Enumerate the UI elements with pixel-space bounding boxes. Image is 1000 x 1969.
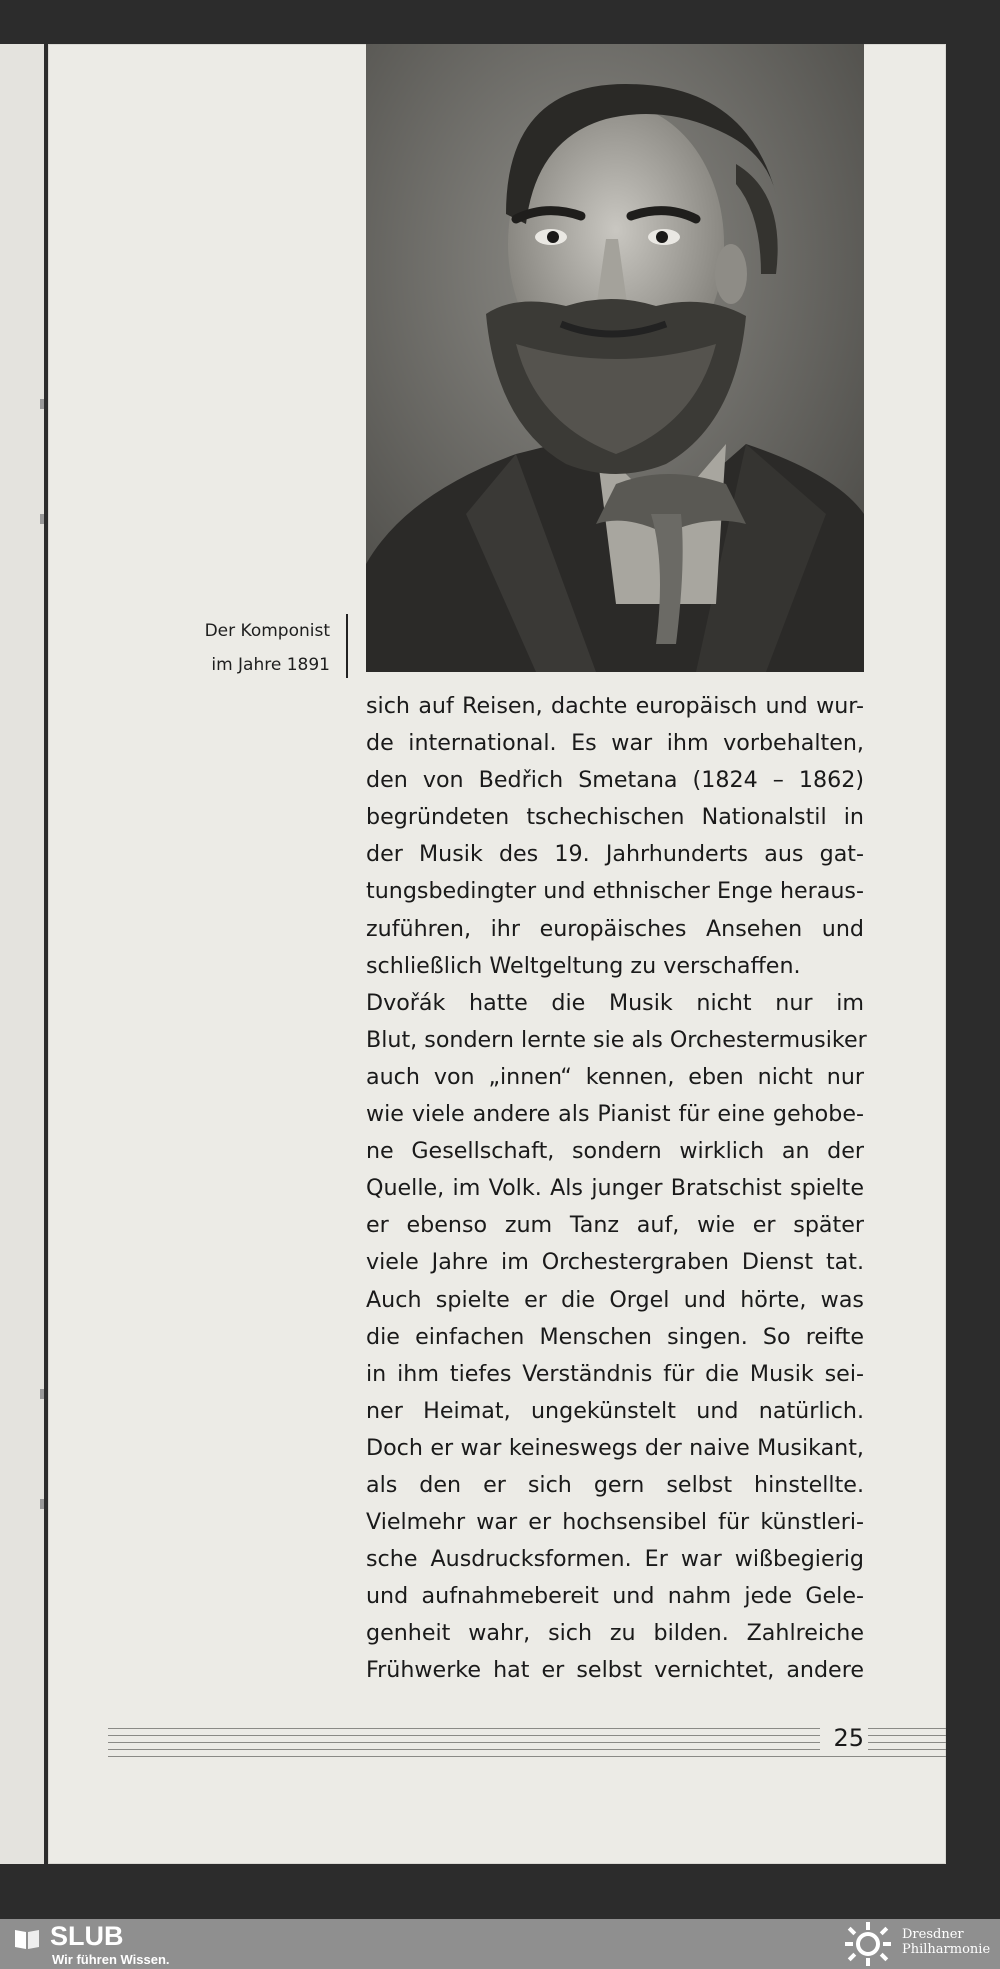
body-line: begründeten tschechischen Nationalstil in	[366, 804, 864, 831]
body-line: Auch spielte er die Orgel und hörte, was	[366, 1286, 864, 1313]
dresdner-philharmonie-logo-icon	[842, 1921, 894, 1967]
body-line: Blut, sondern lernte sie als Orchestermusiker	[366, 1026, 867, 1053]
body-line: Frühwerke hat er selbst vernichtet, andere	[366, 1657, 864, 1684]
partner-name	[902, 1927, 990, 1957]
caption-line-2: im Jahre 1891	[211, 655, 330, 675]
library-tagline: Wir führen Wissen.	[52, 1952, 170, 1967]
body-line: der Musik des 19. Jahrhunderts aus gat-	[366, 841, 864, 868]
body-line: als den er sich gern selbst hinstellte.	[366, 1471, 864, 1498]
body-line: Doch er war keineswegs der naive Musikant,	[366, 1434, 864, 1461]
body-line: Vielmehr war er hochsensibel für künstleri-	[366, 1509, 864, 1536]
partner-name-line-2: Philharmonie	[902, 1942, 991, 1957]
body-line: ner Heimat, ungekünstelt und natürlich.	[366, 1397, 864, 1424]
body-line: den von Bedřich Smetana (1824 – 1862)	[366, 767, 864, 794]
bleed-through-marginalia-top	[90, 178, 330, 215]
slub-book-icon	[14, 1928, 40, 1950]
body-line: Dvořák hatte die Musik nicht nur im	[366, 989, 864, 1016]
body-line: in ihm tiefes Verständnis für die Musik sei-	[366, 1360, 864, 1387]
caption-rule	[346, 614, 348, 678]
body-line: de international. Es war ihm vorbehalten,	[366, 730, 864, 757]
body-line: die einfachen Menschen singen. So reifte	[366, 1323, 864, 1350]
body-line: auch von „innen“ kennen, eben nicht nur	[366, 1063, 864, 1090]
article-body	[366, 688, 867, 1690]
partner-name-line-1: Dresdner	[902, 1927, 964, 1942]
composer-portrait-photo	[366, 44, 864, 672]
body-line: viele Jahre im Orchestergraben Dienst tat.	[366, 1249, 864, 1276]
body-line: schließlich Weltgeltung zu verschaffen.	[366, 952, 801, 979]
body-line: er ebenso zum Tanz auf, wie er später	[366, 1212, 864, 1239]
previous-page-edge	[0, 44, 44, 1864]
body-line: wie viele andere als Pianist für eine gehobe-	[366, 1101, 864, 1128]
body-line: Quelle, im Volk. Als junger Bratschist spielte	[366, 1175, 864, 1202]
footer-bar	[0, 1919, 1000, 1969]
body-line: tungsbedingter und ethnischer Enge heraus-	[366, 878, 864, 905]
page-number: 25	[820, 1724, 868, 1752]
body-line: zuführen, ihr europäisches Ansehen und	[366, 915, 864, 942]
body-line: sche Ausdrucksformen. Er war wißbegierig	[366, 1546, 864, 1573]
body-line: und aufnahmebereit und nahm jede Gele-	[366, 1583, 864, 1610]
body-line: genheit wahr, sich zu bilden. Zahlreiche	[366, 1620, 864, 1647]
library-name: SLUB	[50, 1921, 124, 1951]
portrait-caption	[150, 614, 330, 682]
body-line: ne Gesellschaft, sondern wirklich an der	[366, 1138, 864, 1165]
caption-line-1: Der Komponist	[204, 621, 330, 641]
body-line: sich auf Reisen, dachte europäisch und wur-	[366, 693, 864, 719]
